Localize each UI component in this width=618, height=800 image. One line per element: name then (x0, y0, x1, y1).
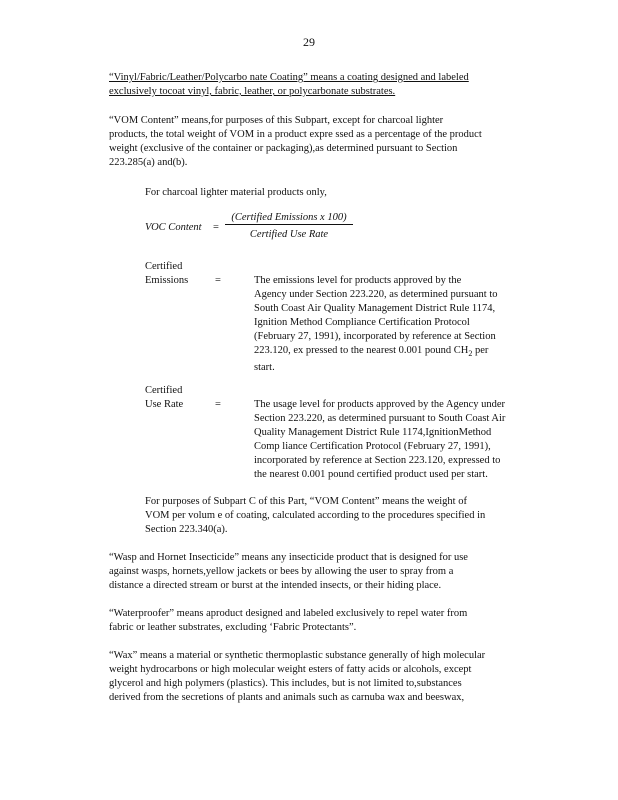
definition-vinyl-coating (109, 71, 529, 99)
text-line: 223.285(a) and(b). (109, 157, 188, 168)
term-equals: = (215, 399, 221, 410)
formula-equals: = (213, 222, 219, 233)
text-line: “VOM Content” means,for purposes of this Subpart, except for charcoal lighter (109, 115, 444, 126)
text-line: derived from the secretions of plants and animals such as carnuba wax and beeswax, (109, 692, 465, 703)
text-line: weight hydrocarbons or high molecular weight esters of fatty acids or alcohols, except (109, 664, 472, 675)
text-line: products, the total weight of VOM in a product expre ssed as a percentage of the product (109, 129, 482, 140)
formula-denominator: Certified Use Rate (249, 229, 329, 240)
text-line: weight (exclusive of the container or packaging),as determined pursuant to Section (109, 143, 458, 154)
term-label-line: Use Rate (145, 399, 184, 410)
term-label-line: Certified (145, 385, 183, 396)
text-line: against wasps, hornets,yellow jackets or bees by allowing the user to spray from a (109, 566, 454, 577)
text-line: fabric or leather substrates, excluding ‘Fabric Protectants”. (109, 622, 357, 633)
term-label-line: Emissions (145, 275, 189, 286)
charcoal-lighter-intro (145, 186, 530, 200)
text-line: South Coast Air Quality Management District Rule 1174, (254, 303, 496, 314)
text-line: Quality Management District Rule 1174,IgnitionMethod (254, 427, 492, 438)
definition-vom-content (109, 114, 529, 170)
text-line: The usage level for products approved by the Agency under (254, 399, 506, 410)
text-line: Comp liance Certification Protocol (February 27, 1991), (254, 441, 491, 452)
text-line (254, 344, 532, 361)
formula-lhs: VOC Content (145, 222, 202, 233)
text-line: incorporated by reference at Section 223.120, expressed to (254, 455, 501, 466)
text-line: exclusively tocoat vinyl, fabric, leather, or polycarbonate substrates. (109, 86, 396, 97)
text-line: distance a directed stream or burst at the intended insects, or their hiding place. (109, 580, 442, 591)
term-label-line: Certified (145, 261, 183, 272)
text-fragment: 223.120, ex pressed to the nearest 0.001 pound CH (254, 345, 469, 356)
term-certified-use-rate-definition (254, 398, 532, 482)
voc-content-formula (145, 210, 405, 246)
text-fragment: per (472, 345, 489, 356)
subpart-c-vom-content (145, 495, 530, 537)
subscript: 2 (468, 349, 473, 359)
definition-waterproofer (109, 607, 529, 635)
text-line: For purposes of Subpart C of this Part, “VOM Content” means the weight of (145, 496, 467, 507)
formula-numerator: (Certified Emissions x 100) (225, 212, 353, 225)
text-line: “Wax” means a material or synthetic thermoplastic substance generally of high molecular (109, 650, 486, 661)
text-line: start. (254, 362, 275, 374)
text-line: glycerol and high polymers (plastics). This includes, but is not limited to,substances (109, 678, 462, 689)
text-line: “Wasp and Hornet Insecticide” means any insecticide product that is designed for use (109, 552, 468, 563)
text-line: Ignition Method Compliance Certification Protocol (254, 317, 470, 328)
text-line: The emissions level for products approved by the (254, 275, 462, 286)
definition-wax (109, 649, 529, 705)
text-line: VOM per volum e of coating, calculated according to the procedures specified in (145, 510, 486, 521)
text-line: the nearest 0.001 pound certified product used per start. (254, 469, 488, 480)
term-certified-use-rate-label (145, 384, 183, 412)
text-line: For charcoal lighter material products only, (145, 187, 327, 198)
term-certified-emissions-label (145, 260, 188, 288)
text-line: (February 27, 1991), incorporated by reference at Section (254, 331, 496, 342)
text-line: “Waterproofer” means aproduct designed and labeled exclusively to repel water from (109, 608, 468, 619)
page-number: 29 (303, 35, 315, 49)
definition-wasp-hornet-insecticide (109, 551, 529, 593)
text-line: Section 223.220, as determined pursuant to South Coast Air (254, 413, 506, 424)
term-equals: = (215, 275, 221, 286)
text-line: Agency under Section 223.220, as determined pursuant to (254, 289, 498, 300)
text-line: “Vinyl/Fabric/Leather/Polycarbo nate Coating” means a coating designed and labeled (109, 72, 469, 83)
term-certified-emissions-definition (254, 274, 532, 375)
text-line: Section 223.340(a). (145, 524, 228, 535)
